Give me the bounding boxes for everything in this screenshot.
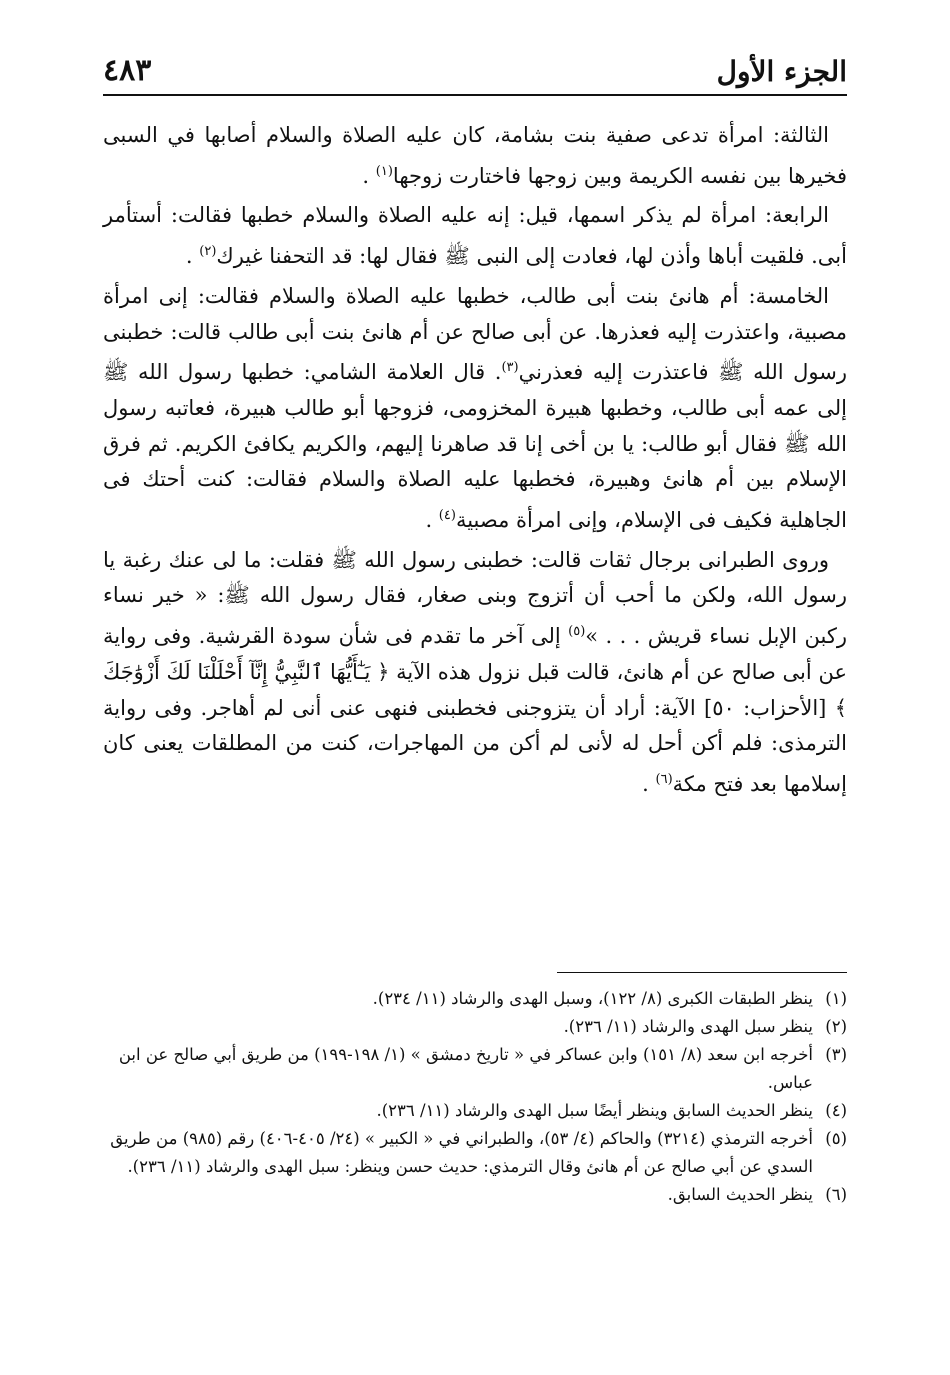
footnote: (٥) أخرجه الترمذي (٣٢١٤) والحاكم (٤/ ٥٣)، والطبراني في « الكبير » (٢٤/ ٤٠٥-٤٠٦) رقم (٩٨٥) من طريق السدي عن أبي صالح عن أم هانئ وقال الترمذي: حديث حسن وينظر: سبل الهدى والرشاد (١١/ ٢٣٦). <box>110 1129 847 1176</box>
paragraph: وروى الطبرانى برجال ثقات قالت: خطبنى رسول الله ﷺ فقلت: ما لى عنك رغبة يا رسول الله، ولكن ما أحب أن أتزوج وبنى صغار، فقال رسول الله ﷺ: « خير نساء ركبن الإبل نساء قريش . . . »$^{(٥)}$ إلى آخر ما تقدم فى شأن سودة القرشية. وفى رواية عن أبى صالح عن أم هانئ، قالت قبل نزول هذه الآية ﴿ يَـٰٓأَيُّهَا ٱلنَّبِيُّ إِنَّآ أَحْلَلْنَا لَكَ أَزْوَٰجَكَ ﴾ [الأحزاب: ٥٠] الآية: أراد أن يتزوجنى فخطبنى فنهى عنى أنى لم أهاجر. وفى رواية الترمذى: فلم أكن أحل له لأنى لم أكن من المهاجرات، كنت من المطلقات يعنى كان إسلامها بعد فتح مكة$^{(٦)}$ . <box>103 547 847 796</box>
footnote-ref: (٢) <box>199 244 217 260</box>
footnote-divider <box>557 972 847 973</box>
footnote: (٣) أخرجه ابن سعد (٨/ ١٥١) وابن عساكر في « تاريخ دمشق » (١/ ١٩٨-١٩٩) من طريق أبي صالح عن ابن عباس. <box>118 1045 847 1092</box>
main-text <box>103 118 847 807</box>
page-header <box>103 48 847 96</box>
footnote-ref: (٣) <box>501 360 519 376</box>
paragraph: الرابعة: امرأة لم يذكر اسمها، قيل: إنه عليه الصلاة والسلام خطبها فقالت: أستأمر أبى. فلقيت أباها وأذن لها، فعادت إلى النبى ﷺ فقال لها: قد التحفنا غيرك$^{(٢)}$ . <box>103 203 847 269</box>
footnote-ref: (٤) <box>438 508 456 524</box>
footnote-ref: (١) <box>375 163 393 179</box>
paragraph: الثالثة: امرأة تدعى صفية بنت بشامة، كان عليه الصلاة والسلام أصابها في السبى فخيرها بين نفسه الكريمة وبين زوجها فاختارت زوجها$^{(١)}$ . <box>103 123 847 188</box>
footnote: (١) ينظر الطبقات الكبرى (٨/ ١٢٢)، وسبل الهدى والرشاد (١١/ ٢٣٤). <box>372 989 847 1008</box>
running-title: الجزء الأول <box>716 55 847 88</box>
footnotes <box>103 985 847 1209</box>
footnote-ref: (٦) <box>655 771 673 787</box>
footnote: (٢) ينظر سبل الهدى والرشاد (١١/ ٢٣٦). <box>563 1017 847 1036</box>
paragraph: الخامسة: أم هانئ بنت أبى طالب، خطبها عليه الصلاة والسلام فقالت: إنى امرأة مصبية، واعتذرت إليه فعذرها. عن أبى صالح عن أم هانئ بنت أبى طالب قالت: خطبنى رسول الله ﷺ فاعتذرت إليه فعذرني$^{(٣)}$. قال العلامة الشامي: خطبها رسول الله ﷺ إلى عمه أبى طالب، وخطبها هبيرة المخزومى، فزوجها أبو طالب هبيرة، فعاتبه رسول الله ﷺ فقال أبو طالب: يا بن أخى إنا قد صاهرنا إليهم، والكريم يكافئ الكريم. ثم فرق الإسلام بين أم هانئ وهبيرة، فخطبها عليه الصلاة والسلام فقالت: كنت أحتك فى الجاهلية فكيف فى الإسلام، وإنى امرأة مصبية$^{(٤)}$ . <box>103 283 847 533</box>
footnote-ref: (٥) <box>568 624 586 640</box>
footnote: (٤) ينظر الحديث السابق وينظر أيضًا سبل الهدى والرشاد (١١/ ٢٣٦). <box>376 1101 847 1120</box>
page-number: ٤٨٣ <box>103 53 152 88</box>
footnote: (٦) ينظر الحديث السابق. <box>667 1185 847 1204</box>
